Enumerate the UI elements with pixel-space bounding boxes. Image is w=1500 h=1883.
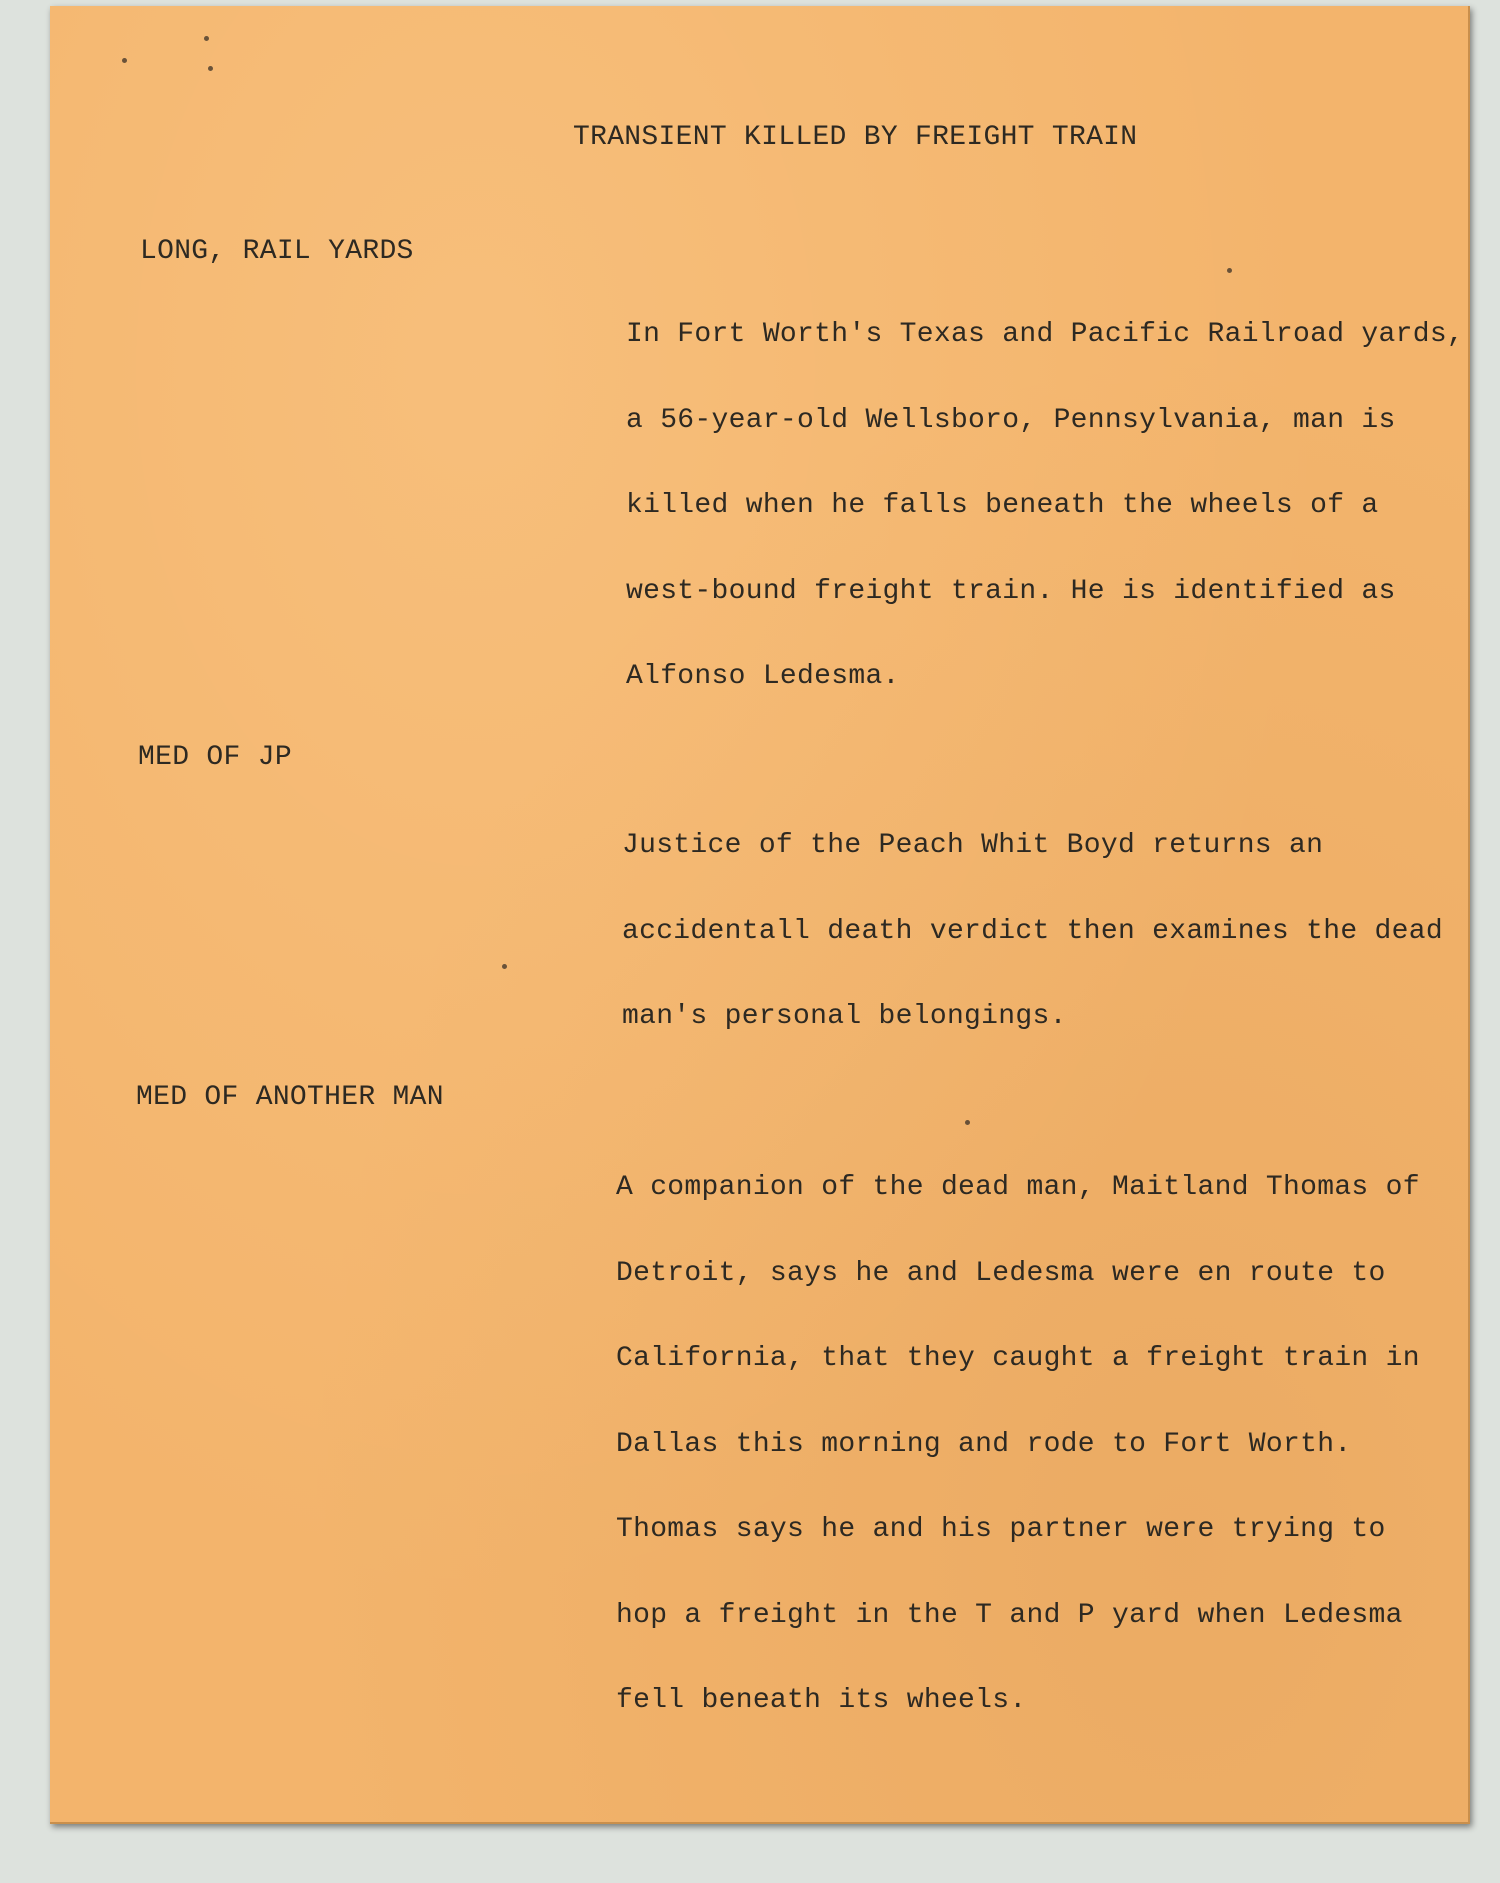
- text-line: A companion of the dead man, Maitland Thomas of: [616, 1172, 1420, 1203]
- story-title: TRANSIENT KILLED BY FREIGHT TRAIN: [573, 122, 1138, 153]
- text-line: accidentall death verdict then examines the dead: [622, 915, 1443, 947]
- ink-speck: [1227, 268, 1232, 273]
- text-line: Detroit, says he and Ledesma were en route to: [616, 1257, 1386, 1289]
- text-line: Alfonso Ledesma.: [626, 661, 900, 692]
- ink-speck: [502, 964, 507, 969]
- ink-speck: [122, 58, 127, 63]
- narration-paragraph-1: [626, 318, 1464, 746]
- text-line: In Fort Worth's Texas and Pacific Railroad yards,: [626, 319, 1465, 350]
- text-line: Justice of the Peach Whit Boyd returns an: [622, 830, 1324, 861]
- shot-cue-med-of-another-man: MED OF ANOTHER MAN: [136, 1082, 444, 1113]
- ink-speck: [204, 36, 209, 41]
- shot-cue-long-rail-yards: LONG, RAIL YARDS: [140, 236, 414, 267]
- text-line: man's personal belongings.: [622, 1001, 1067, 1032]
- text-line: California, that they caught a freight train in: [616, 1343, 1420, 1374]
- ink-speck: [965, 1120, 970, 1125]
- narration-paragraph-3: [616, 1171, 1420, 1770]
- text-line: west-bound freight train. He is identified as: [626, 575, 1396, 607]
- shot-cue-med-of-jp: MED OF JP: [138, 742, 292, 773]
- text-line: hop a freight in the T and P yard when Ledesma: [616, 1599, 1403, 1631]
- narration-paragraph-2: [622, 829, 1443, 1086]
- text-line: a 56-year-old Wellsboro, Pennsylvania, man is: [626, 404, 1396, 436]
- text-line: killed when he falls beneath the wheels of a: [626, 490, 1379, 521]
- ink-speck: [208, 66, 213, 71]
- text-line: Thomas says he and his partner were trying to: [616, 1514, 1386, 1545]
- text-line: Dallas this morning and rode to Fort Worth.: [616, 1428, 1352, 1460]
- text-line: fell beneath its wheels.: [616, 1685, 1027, 1716]
